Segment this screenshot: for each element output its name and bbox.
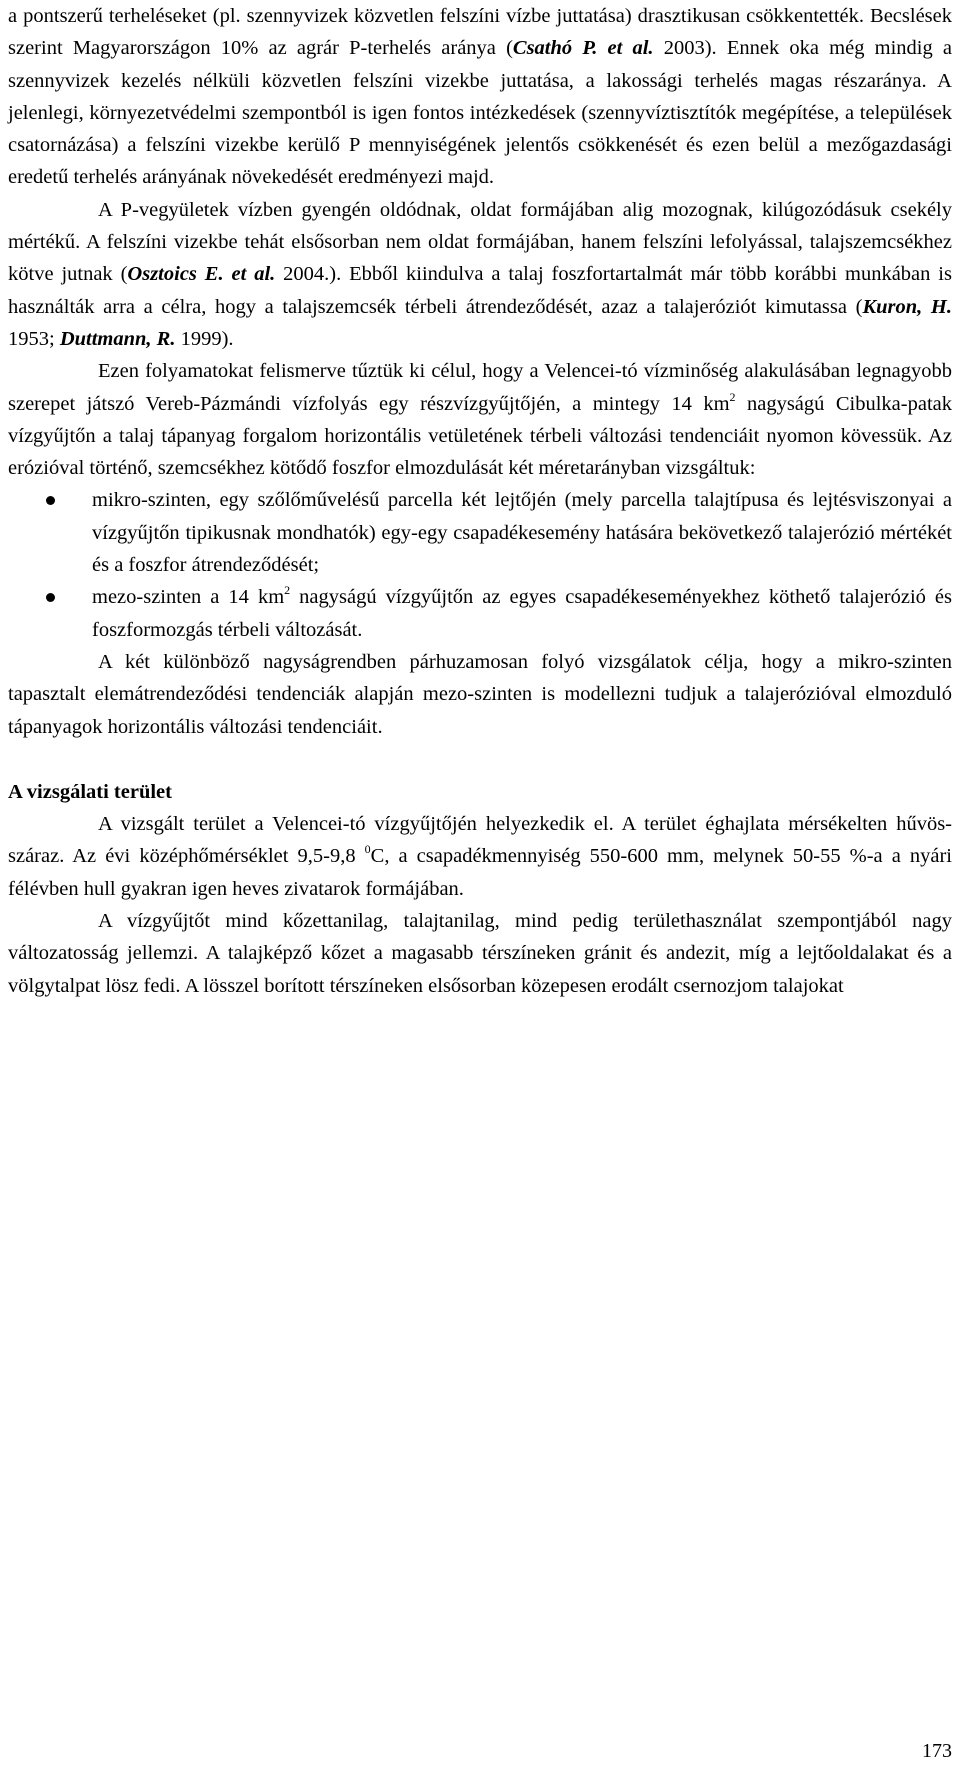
bullet-icon	[46, 593, 55, 602]
paragraph-6: A vízgyűjtőt mind kőzettanilag, talajtanilag, mind pedig területhasználat szempontjából nagy változatosság jellemzi. A talajképző kőzet a magasabb térszíneken gránit és andezit, míg a lejtőoldalakat és a völgytalpat lösz fedi. A lösszel borított térszíneken elsősorban közepesen erodált csernozjom talajokat	[8, 910, 952, 997]
citation: Osztoics E. et al.	[127, 263, 276, 286]
citation: Duttmann, R.	[59, 327, 176, 350]
list-item: mezo-szinten a 14 $km^2$ nagyságú vízgyűjtőn az egyes csapadékeseményekhez köthető talajerózió és foszformozgás térbeli változását.	[8, 581, 952, 646]
paragraph-3: Ezen folyamatokat felismerve tűztük ki célul, hogy a Velencei-tó vízminőség alakulásában legnagyobb szerepet játszó Vereb-Pázmándi vízfolyás egy részvízgyűjtőjén, a mintegy 14 $km^2$ nagyságú Cibulka-patak vízgyűjtőn a talaj tápanyag forgalom horizontális vetületének térbeli változási tendenciáit nyomon kövessük. Az erózióval történő, szemcsékhez kötődő foszfor elmozdulását két méretarányban vizsgáltuk:	[8, 360, 952, 480]
paragraph-4: A két különböző nagyságrendben párhuzamosan folyó vizsgálatok célja, hogy a mikro-szinten tapasztalt elemátrendeződési tendenciák alapján mezo-szinten is modellezni tudjuk a talajerózióval elmozduló tápanyagok horizontális változási tendenciáit.	[8, 650, 952, 738]
paragraph-1: a pontszerű terheléseket (pl. szennyvizek közvetlen felszíni vízbe juttatása) drasztikusan csökkentették. Becslések szerint Magyarországon 10% az agrár P-terhelés aránya (Csathó P. et al. 2003). Ennek oka még mindig a szennyvizek kezelés nélküli közvetlen felszíni vizekbe juttatása, a lakossági terhelés magas részaránya. A jelenlegi, környezetvédelmi szempontból is igen fontos intézkedések (szennyvíztisztítók megépítése, a települések csatornázása) a felszíni vizekbe kerülő P mennyiségének jelentős csökkenését és ezen belül a mezőgazdasági eredetű terhelés arányának növekedését eredményezi majd.	[8, 5, 952, 189]
list-item: mikro-szinten, egy szőlőművelésű parcella két lejtőjén (mely parcella talajtípusa és lejtésviszonyai a vízgyűjtőn tipikusnak mondhatók) egy-egy csapadékesemény hatására bekövetkező talajerózió mértékét és a foszfor átrendeződését;	[8, 484, 952, 581]
document-page	[8, 0, 952, 1002]
paragraph-5: A vizsgált terület a Velencei-tó vízgyűjtőjén helyezkedik el. A terület éghajlata mérsékelten hűvös-száraz. Az évi középhőmérséklet 9,5-9,8 $^0$C, a csapadékmennyiség 550-600 mm, melynek 50-55 %-a a nyári félévben hull gyakran igen heves zivatarok formájában.	[8, 813, 952, 900]
bullet-list	[8, 484, 952, 645]
section-heading: A vizsgálati terület	[8, 780, 172, 803]
paragraph-2: A P-vegyületek vízben gyengén oldódnak, oldat formájában alig mozognak, kilúgozódásuk csekély mértékű. A felszíni vizekbe tehát elsősorban nem oldat formájában, hanem felszíni lefolyással, talajszemcsékhez kötve jutnak (Osztoics E. et al. 2004.). Ebből kiindulva a talaj foszfortartalmát már több korábbi munkában is használták arra a célra, hogy a talajszemcsék térbeli átrendeződését, azaz a talajeróziót kimutassa (Kuron, H. 1953; Duttmann, R. 1999).	[8, 198, 952, 350]
page-number: 173	[922, 1740, 952, 1762]
section-spacer	[8, 743, 952, 776]
citation: Kuron, H.	[862, 295, 952, 318]
citation: Csathó P. et al.	[512, 37, 654, 60]
bullet-icon	[46, 496, 55, 505]
